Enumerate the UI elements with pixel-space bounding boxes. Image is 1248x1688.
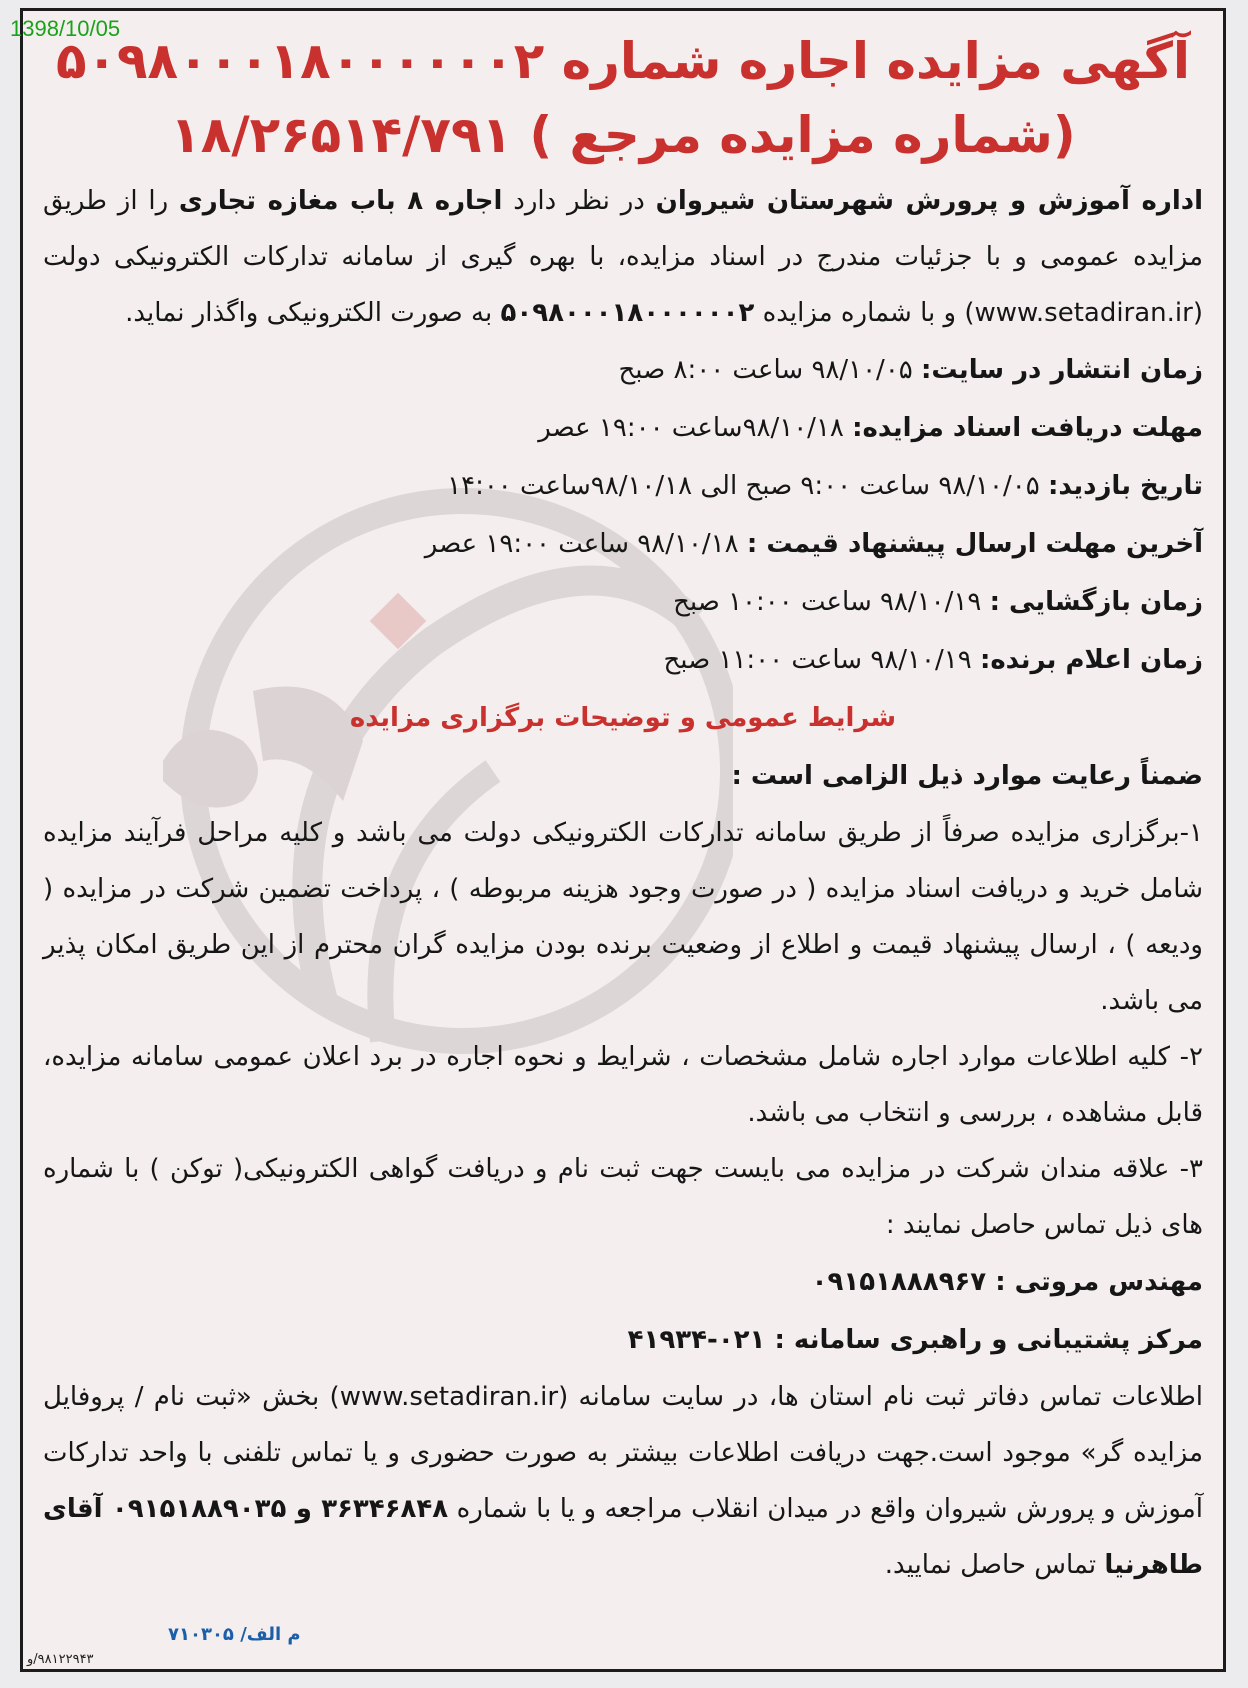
schedule-value: ۹۸/۱۰/۰۵ ساعت ۸:۰۰ صبح bbox=[618, 355, 922, 385]
condition-item: ۱-برگزاری مزایده صرفاً از طریق سامانه تدارکات الکترونیکی دولت می باشد و کلیه مراحل فرآیند مزایده شامل خرید و دریافت اسناد مزایده ( در صورت وجود هزینه مربوطه ) ، پرداخت تضمین شرکت در مزایده ( ودیعه ) ، ارسال پیشنهاد قیمت و اطلاع از وضعیت برنده بودن مزایده گران محترم از این طریق امکان پذیر می باشد. bbox=[43, 818, 1203, 1016]
footer-paragraph bbox=[43, 1369, 1203, 1593]
condition-item: ۳- علاقه مندان شرکت در مزایده می بایست جهت ثبت نام و دریافت گواهی الکترونیکی( توکن ) با شماره های ذیل تماس حاصل نمایند : bbox=[43, 1154, 1203, 1240]
schedule-list bbox=[43, 341, 1203, 689]
schedule-item bbox=[43, 573, 1203, 631]
notice-title-line1: آگهی مزایده اجاره شماره ۵۰۹۸۰۰۰۱۸۰۰۰۰۰۰۲ bbox=[55, 32, 1191, 90]
auction-number: ۵۰۹۸۰۰۰۱۸۰۰۰۰۰۰۲ bbox=[500, 298, 755, 328]
auction-subject: اجاره ۸ باب مغازه تجاری bbox=[178, 186, 503, 216]
schedule-label: آخرین مهلت ارسال پیشنهاد قیمت : bbox=[746, 529, 1203, 559]
schedule-item bbox=[43, 515, 1203, 573]
intro-text-2: را از طریق مزایده عمومی و با جزئیات مندرج در اسناد مزایده، با بهره گیری از سامانه تدارکات الکترونیکی دولت (www.setadiran.ir) و با شماره مزایده bbox=[43, 186, 1203, 328]
schedule-label: مهلت دریافت اسناد مزایده: bbox=[852, 413, 1203, 443]
small-code: ۹۸۱۲۲۹۴۳/و bbox=[27, 1652, 94, 1667]
schedule-item bbox=[43, 399, 1203, 457]
intro-paragraph bbox=[43, 173, 1203, 341]
notice-title-line2: (شماره مزایده مرجع ) ۱۸/۲۶۵۱۴/۷۹۱ bbox=[170, 106, 1076, 164]
notice-content bbox=[43, 11, 1203, 1669]
conditions-title: شرایط عمومی و توضیحات برگزاری مزایده bbox=[349, 703, 897, 733]
contact-item bbox=[43, 1311, 1203, 1369]
schedule-value: ۹۸/۱۰/۱۸ ساعت ۱۹:۰۰ عصر bbox=[424, 529, 747, 559]
schedule-value: ۹۸/۱۰/۱۹ ساعت ۱۱:۰۰ صبح bbox=[663, 645, 980, 675]
contact-label: مرکز پشتیبانی و راهبری سامانه : bbox=[765, 1325, 1203, 1355]
condition-item: ۲- کلیه اطلاعات موارد اجاره شامل مشخصات ، شرایط و نحوه اجاره در برد اعلان عمومی سامانه مزایده، قابل مشاهده ، بررسی و انتخاب می باشد. bbox=[43, 1042, 1203, 1128]
footer-text-2: تماس حاصل نمایید. bbox=[884, 1550, 1097, 1580]
intro-text-3: به صورت الکترونیکی واگذار نماید. bbox=[125, 298, 501, 328]
schedule-label: زمان انتشار در سایت: bbox=[921, 355, 1203, 385]
organization-name: اداره آموزش و پرورش شهرستان شیروان bbox=[655, 186, 1203, 216]
contact-phone: ۰۲۱-۴۱۹۳۴ bbox=[627, 1325, 766, 1355]
footer-phones: ۳۶۳۴۶۸۴۸ و ۰۹۱۵۱۸۸۹۰۳۵ آقای طاهرنیا bbox=[43, 1494, 1203, 1580]
conditions-intro: ضمناً رعایت موارد ذیل الزامی است : bbox=[731, 761, 1203, 791]
intro-text-1: در نظر دارد bbox=[502, 186, 656, 216]
schedule-label: زمان اعلام برنده: bbox=[979, 645, 1203, 675]
date-stamp: 1398/10/05 bbox=[10, 16, 121, 41]
schedule-item bbox=[43, 341, 1203, 399]
schedule-item bbox=[43, 631, 1203, 689]
schedule-value: ۹۸/۱۰/۱۹ ساعت ۱۰:۰۰ صبح bbox=[673, 587, 990, 617]
reference-code: م الف/ ۷۱۰۳۰۵ bbox=[168, 1624, 301, 1645]
footer-text-1: اطلاعات تماس دفاتر ثبت نام استان ها، در سایت سامانه (www.setadiran.ir) بخش «ثبت نام / پروفایل مزایده گر» موجود است.جهت دریافت اطلاعات بیشتر به صورت حضوری و یا تماس تلفنی با واحد تدارکات آموزش و پرورش شیروان واقع در میدان انقلاب مراجعه و یا با شماره bbox=[43, 1382, 1203, 1524]
schedule-item bbox=[43, 457, 1203, 515]
contact-label: مهندس مروتی : bbox=[986, 1267, 1203, 1297]
schedule-value: ۹۸/۱۰/۱۸ساعت ۱۹:۰۰ عصر bbox=[538, 413, 853, 443]
schedule-label: زمان بازگشایی : bbox=[989, 587, 1203, 617]
schedule-value: ۹۸/۱۰/۰۵ ساعت ۹:۰۰ صبح الی ۹۸/۱۰/۱۸ساعت ۱۴:۰۰ bbox=[447, 471, 1048, 501]
notice-frame bbox=[20, 8, 1226, 1672]
schedule-label: تاریخ بازدید: bbox=[1047, 471, 1203, 501]
contact-phone: ۰۹۱۵۱۸۸۸۹۶۷ bbox=[811, 1267, 987, 1297]
contact-item bbox=[43, 1253, 1203, 1311]
